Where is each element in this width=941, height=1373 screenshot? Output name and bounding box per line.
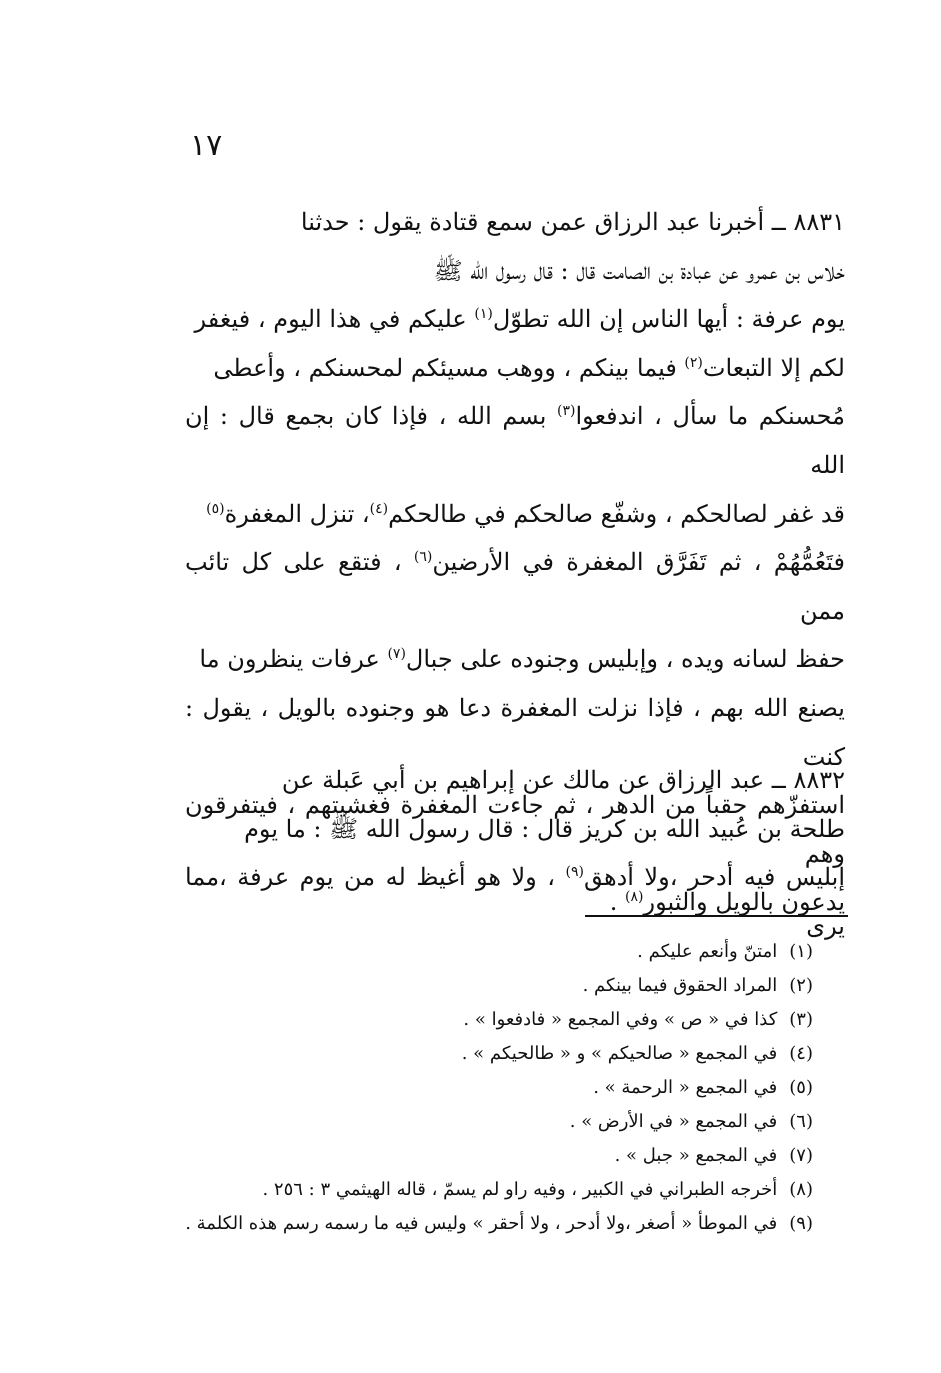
footnote-text: امتنّ وأنعم عليكم .: [637, 941, 778, 962]
text-line: [185, 247, 845, 296]
text-line-content: طلحة بن عُبيد الله بن كريز قال : قال رسول الله ﷺ : ما يوم: [244, 814, 845, 843]
footnote-item: [173, 1139, 813, 1173]
text-line-content: يدعون بالويل والثبور: [643, 888, 845, 917]
footnote-text: أخرجه الطبراني في الكبير ، وفيه راو لم يسمّ ، قاله الهيثمي ٣ : ٢٥٦ .: [262, 1179, 778, 1200]
footnote-text: في المجمع « جبل » .: [614, 1145, 778, 1166]
footnote-number: (٨): [789, 1179, 813, 1200]
text-line: [185, 756, 845, 805]
page-number: ١٧: [190, 128, 223, 163]
hadith-8832: [185, 756, 845, 950]
footnote-ref-8: (٨): [625, 889, 644, 906]
text-line-content: إبليس فيه أدحر ،ولا أدهق: [583, 863, 846, 892]
footnote-item: [173, 1037, 813, 1071]
footnote-ref-6: (٦): [413, 549, 433, 566]
footnote-number: (٥): [789, 1077, 813, 1098]
text-line-content: ، ولا هو أغيظ له من يوم عرفة ،مما يرى: [185, 863, 845, 940]
footnote-item: [173, 969, 813, 1003]
footnote-text: في المجمع « في الأرض » .: [569, 1111, 778, 1132]
text-line-content: حفظ لسانه ويده ، وإبليس وجنوده على جبال: [405, 645, 845, 674]
footnote-number: (٤): [789, 1043, 813, 1064]
text-line-content: عليكم في هذا اليوم ، فيغفر: [194, 305, 475, 334]
footnote-ref-1: (١): [474, 306, 493, 323]
footnote-number: (٢): [789, 975, 813, 996]
footnote-number: (١): [789, 941, 813, 962]
footnote-number: (٣): [789, 1009, 813, 1030]
footnote-item: [173, 1105, 813, 1139]
footnote-ref-4: (٤): [369, 500, 389, 517]
footnote-item: [173, 935, 813, 969]
text-line-content: قد غفر لصالحكم ، وشفّع صالحكم في طالحكم: [388, 499, 845, 528]
text-line: [185, 344, 845, 393]
text-line: [185, 490, 845, 539]
text-line: [185, 635, 845, 684]
footnote-number: (٧): [789, 1145, 813, 1166]
footnote-number: (٦): [789, 1111, 813, 1132]
text-line: [185, 805, 845, 854]
footnote-text: المراد الحقوق فيما بينكم .: [582, 975, 778, 996]
text-line: [185, 538, 845, 635]
footnote-item: [173, 1207, 813, 1241]
text-line: [185, 295, 845, 344]
text-line: [185, 392, 845, 489]
text-line-content: ، فتقع على كل تائب ممن: [185, 548, 845, 625]
footnote-text: في المجمع « صالحيكم » و « طالحيكم » .: [461, 1043, 778, 1064]
footnote-ref-9: (٩): [565, 864, 584, 881]
footnote-ref-2: (٢): [684, 354, 703, 371]
text-line-content: بسم الله ، فإذا كان بجمع قال : إن الله: [185, 402, 845, 479]
footnote-number: (٩): [789, 1213, 813, 1234]
text-line-content: ، تنزل المغفرة: [224, 499, 370, 528]
text-line-content: ٨٨٣٢ ــ عبد الرزاق عن مالك عن إبراهيم بن أبي عَبلة عن: [281, 766, 845, 794]
text-line-content: مُحسنكم ما سأل ، اندفعوا: [575, 402, 846, 431]
footnote-item: [173, 1173, 813, 1207]
text-line-content: ٨٨٣١ ــ أخبرنا عبد الرزاق عمن سمع قتادة يقول : حدثنا: [300, 208, 845, 236]
footnote-ref-7: (٧): [387, 646, 406, 663]
footnote-ref-3: (٣): [557, 403, 576, 420]
footnote-ref-5: (٥): [206, 500, 225, 517]
footnote-text: كذا في « ص » وفي المجمع « فادفعوا » .: [463, 1009, 778, 1030]
text-line-content: استفزّهم حقباً من الدهر ، ثم جاءت المغفرة فغشيتهم ، فيتفرقون وهم: [185, 791, 845, 868]
text-line-content: فيما بينكم ، ووهب مسيئكم لمحسنكم ، وأعطى: [213, 353, 685, 382]
text-line-content: عرفات ينظرون ما: [199, 645, 388, 674]
text-line-content: .: [609, 888, 626, 917]
text-line: [185, 198, 845, 247]
text-line-content: يصنع الله بهم ، فإذا نزلت المغفرة دعا هو وجنوده بالويل ، يقول : كنت: [185, 693, 845, 771]
text-line-content: يوم عرفة : أيها الناس إن الله تطوّل: [492, 305, 845, 334]
footnotes: [173, 935, 813, 1241]
footnote-divider: [585, 915, 848, 917]
text-line-content: خلاس بن عمرو عن عبادة بن الصامت قال : قال رسول الله ﷺ: [433, 256, 845, 285]
footnote-text: في المجمع « الرحمة » .: [593, 1077, 778, 1098]
footnote-item: [173, 1071, 813, 1105]
text-line-content: لكم إلا التبعات: [702, 353, 845, 382]
text-line-content: فتَعُمُّهُمْ ، ثم تَفَرَّق المغفرة في الأرضين: [432, 548, 845, 577]
footnote-text: في الموطأ « أصغر ،ولا أدحر ، ولا أحقر » وليس فيه ما رسمه رسم هذه الكلمة .: [185, 1213, 778, 1234]
footnote-item: [173, 1003, 813, 1037]
